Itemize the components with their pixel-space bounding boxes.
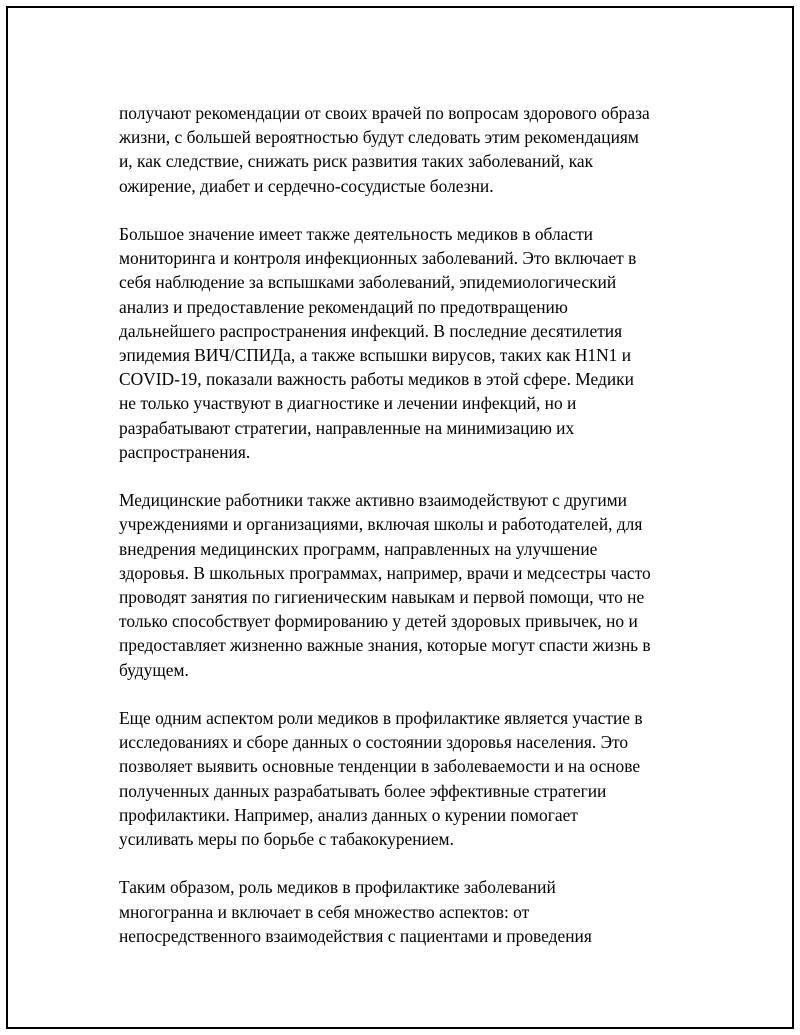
- text-line: себя наблюдение за вспышками заболеваний, эпидемиологический: [119, 272, 617, 293]
- text-line: только способствует формированию у детей здоровых привычек, но и: [119, 611, 638, 632]
- text-line: эпидемия ВИЧ/СПИДа, а также вспышки вирусов, таких как H1N1 и: [119, 345, 631, 366]
- text-line: и, как следствие, снижать риск развития таких заболеваний, как: [119, 151, 594, 172]
- text-line: здоровья. В школьных программах, например, врачи и медсестры часто: [119, 562, 651, 583]
- paragraph-4: [119, 706, 699, 851]
- text-line: Таким образом, роль медиков в профилактике заболеваний: [119, 877, 556, 898]
- text-line: учреждениями и организациями, включая школы и работодателей, для: [119, 514, 643, 535]
- paragraph-1: [119, 101, 699, 198]
- text-line: анализ и предоставление рекомендаций по предотвращению: [119, 296, 568, 317]
- text-line: усиливать меры по борьбе с табакокурением.: [119, 829, 454, 850]
- text-line: получают рекомендации от своих врачей по вопросам здорового образа: [119, 103, 650, 123]
- paragraph-3: [119, 488, 699, 682]
- text-line: Еще одним аспектом роли медиков в профилактике является участие в: [119, 708, 643, 729]
- text-line: внедрения медицинских программ, направленных на улучшение: [119, 538, 598, 559]
- text-line: Большое значение имеет также деятельность медиков в области: [119, 224, 593, 244]
- text-line: Медицинские работники также активно взаимодействуют с другими: [119, 490, 627, 511]
- text-line: непосредственного взаимодействия с пациентами и проведения: [119, 925, 592, 946]
- text-line: многогранна и включает в себя множество аспектов: от: [119, 901, 530, 922]
- text-line: ожирение, диабет и сердечно-сосудистые болезни.: [119, 175, 494, 196]
- text-line: жизни, с большей вероятностью будут следовать этим рекомендациям: [119, 127, 639, 148]
- text-line: мониторинга и контроля инфекционных заболеваний. Это включает в: [119, 248, 637, 269]
- text-line: будущем.: [119, 659, 189, 680]
- text-line: профилактики. Например, анализ данных о курении помогает: [119, 804, 578, 825]
- paragraph-5: [119, 875, 699, 948]
- document-page: [6, 6, 794, 1029]
- text-line: предоставляет жизненно важные знания, которые могут спасти жизнь в: [119, 635, 651, 656]
- text-line: исследованиях и сборе данных о состоянии здоровья населения. Это: [119, 732, 629, 753]
- text-line: COVID-19, показали важность работы медиков в этой сфере. Медики: [119, 369, 634, 390]
- text-line: дальнейшего распространения инфекций. В последние десятилетия: [119, 320, 623, 341]
- text-line: позволяет выявить основные тенденции в заболеваемости и на основе: [119, 756, 641, 777]
- text-line: не только участвуют в диагностике и лечении инфекций, но и: [119, 393, 577, 414]
- paragraph-2: [119, 222, 699, 464]
- text-line: распространения.: [119, 441, 251, 462]
- document-body: [119, 101, 699, 972]
- text-line: полученных данных разрабатывать более эффективные стратегии: [119, 780, 607, 801]
- text-line: проводят занятия по гигиеническим навыкам и первой помощи, что не: [119, 587, 645, 608]
- text-line: разрабатывают стратегии, направленные на минимизацию их: [119, 417, 575, 438]
